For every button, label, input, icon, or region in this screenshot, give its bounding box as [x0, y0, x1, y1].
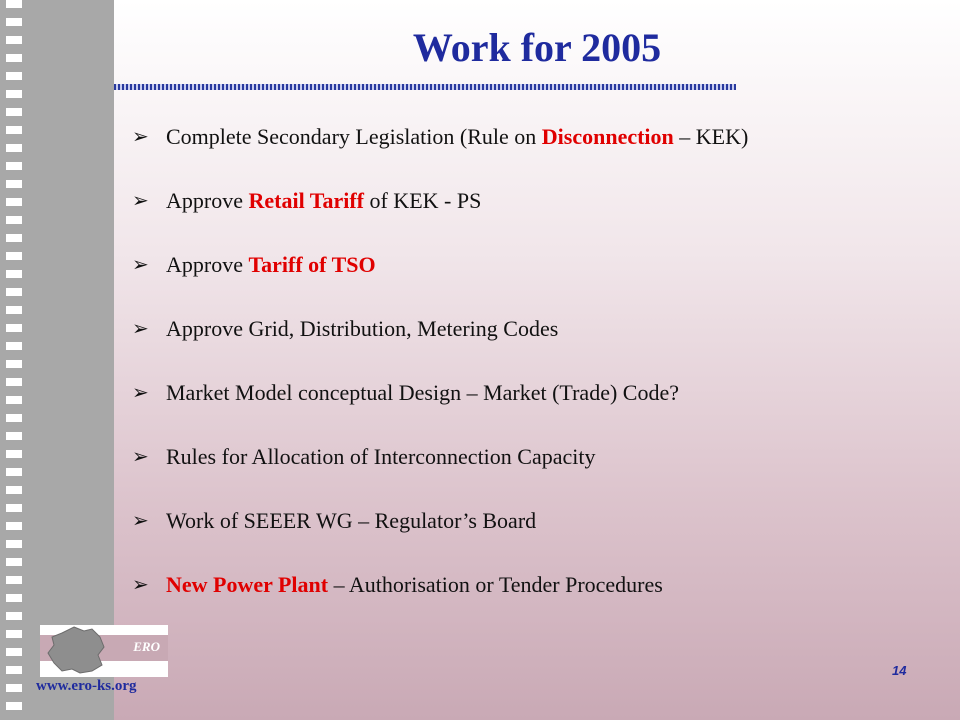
bullet-item: [132, 572, 748, 636]
title-underline: [114, 84, 736, 90]
logo-text: ERO: [133, 639, 160, 654]
arrow-bullet-icon: ➢: [132, 318, 149, 340]
bullet-item: [132, 252, 748, 316]
bullet-text-part: Work of SEEER WG – Regulator’s Board: [166, 508, 537, 533]
bullet-item: [132, 124, 748, 188]
bullet-text-part: Complete Secondary Legislation (Rule on: [166, 124, 542, 149]
sidebar-panel: [0, 0, 114, 720]
bullet-item: [132, 316, 748, 380]
arrow-bullet-icon: ➢: [132, 510, 149, 532]
sidebar-dashed-strip: [6, 0, 22, 720]
arrow-bullet-icon: ➢: [132, 254, 149, 276]
bullet-text-part: Market Model conceptual Design – Market (Trade) Code?: [166, 380, 679, 405]
bullet-item: [132, 380, 748, 444]
bullet-text: [166, 572, 663, 598]
highlighted-text: Disconnection: [541, 124, 674, 149]
bullet-list: [132, 124, 748, 636]
bullet-text-part: Rules for Allocation of Interconnection Capacity: [166, 444, 596, 469]
bullet-text-part: Approve: [166, 188, 249, 213]
bullet-text-part: Approve: [166, 252, 249, 277]
bullet-item: [132, 188, 748, 252]
highlighted-text: Retail Tariff: [248, 188, 364, 213]
slide-title: Work for 2005: [412, 25, 662, 70]
arrow-bullet-icon: ➢: [132, 190, 149, 212]
bullet-text-part: – Authorisation or Tender Procedures: [328, 572, 663, 597]
highlighted-text: Tariff of TSO: [248, 252, 376, 277]
bullet-item: [132, 508, 748, 572]
bullet-text-part: – KEK): [673, 124, 749, 149]
website-link[interactable]: www.ero-ks.org: [36, 678, 137, 694]
bullet-text: [166, 316, 558, 342]
bullet-text: [166, 380, 679, 406]
bullet-text-part: Approve Grid, Distribution, Metering Codes: [166, 316, 559, 341]
bullet-text: [166, 124, 748, 150]
kosovo-map-icon: [44, 625, 110, 675]
bullet-item: [132, 444, 748, 508]
bullet-text: [166, 508, 536, 534]
bullet-text-part: of KEK - PS: [363, 188, 482, 213]
highlighted-text: New Power Plant: [166, 572, 329, 597]
page-number: 14: [892, 663, 907, 678]
arrow-bullet-icon: ➢: [132, 126, 149, 148]
bullet-text: [166, 188, 481, 214]
ero-logo: [40, 625, 168, 677]
arrow-bullet-icon: ➢: [132, 382, 149, 404]
bullet-text: [166, 444, 595, 470]
arrow-bullet-icon: ➢: [132, 574, 149, 596]
arrow-bullet-icon: ➢: [132, 446, 149, 468]
bullet-text: [166, 252, 376, 278]
